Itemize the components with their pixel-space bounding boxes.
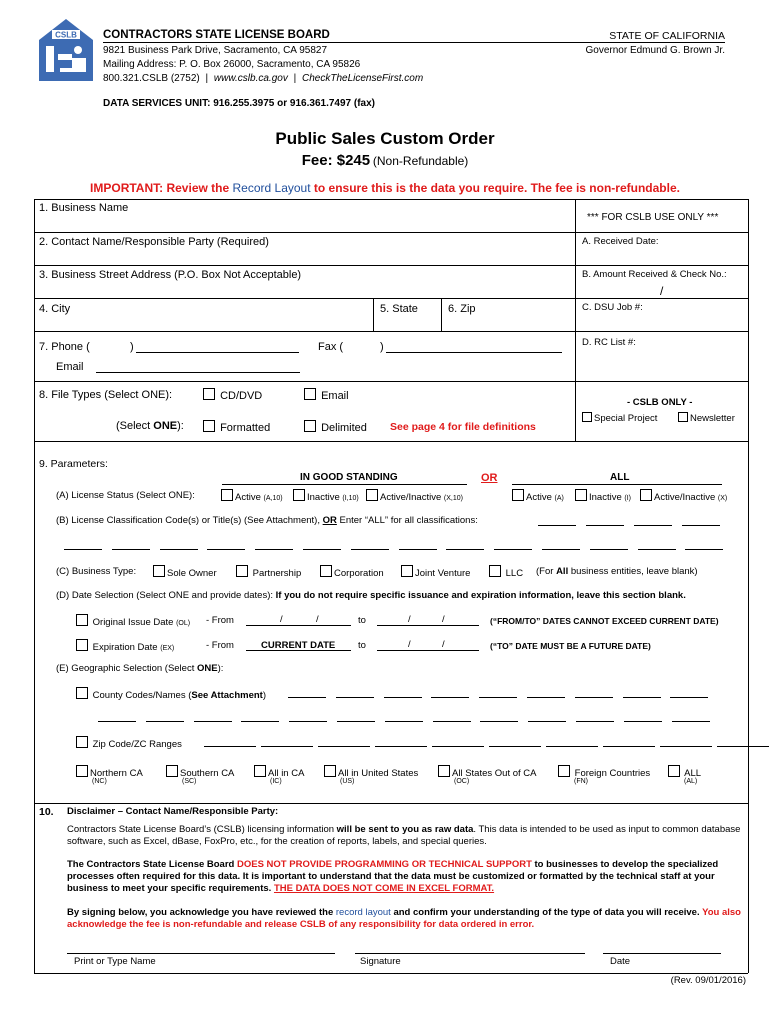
zip-range-input[interactable] [660,746,712,747]
county-input[interactable] [433,721,471,722]
checkbox-icon[interactable] [489,565,501,577]
disclaimer-para3: By signing below, you acknowledge you have reviewed the record layout and confirm your understanding of the type of data you will receive. You also acknowledge the fee is non-refundable and release CSLB of any responsibility for data ordered in error. [67,907,741,930]
county-input[interactable] [480,721,518,722]
business-name-label: 1. Business Name [39,202,129,214]
tagline-link[interactable]: CheckTheLicenseFirst.com [302,73,424,84]
date-slash: / [408,639,411,650]
county-input[interactable] [624,721,662,722]
cslb-logo-icon [38,18,94,82]
fee-label: Fee: $245 [301,152,371,169]
zip-range-input[interactable] [717,746,769,747]
zip-range-input[interactable] [432,746,484,747]
checkbox-icon[interactable] [76,736,88,748]
to-date-input[interactable] [377,650,479,651]
classification-input[interactable] [303,549,341,550]
row-divider [34,265,748,266]
street-input[interactable] [320,269,570,289]
special-project-option[interactable]: Special Project [582,412,657,424]
all-in-ca-option[interactable]: All in CA [254,765,304,779]
separator: | [205,73,209,84]
address-line2: Mailing Address: P. O. Box 26000, Sacramento, CA 95826 [103,59,361,70]
date-selection-label: (D) Date Selection (Select ONE and provide dates): If you do not require specific issuance and expiration information, leave this section blank. [56,590,686,601]
disclaimer-number: 10. [39,806,54,818]
county-input[interactable] [385,721,423,722]
zip-code-option[interactable]: Zip Code/ZC Ranges [76,736,182,750]
page-title: Public Sales Custom Order [275,129,495,148]
classification-input[interactable] [494,549,532,550]
amount-received-label: B. Amount Received & Check No.: [582,269,727,280]
disclaimer-title: Disclaimer – Contact Name/Responsible Party: [67,806,279,817]
sole-owner-option[interactable]: Sole Owner [153,565,217,579]
good-standing-rule [222,484,467,485]
county-input[interactable] [527,697,565,698]
classification-input[interactable] [638,549,676,550]
checkbox-icon[interactable] [153,565,165,577]
checkbox-icon[interactable] [438,765,450,777]
row-divider [34,441,748,442]
state-field-label: 5. State [380,303,418,315]
out-of-ca-option[interactable]: All States Out of CA [438,765,536,779]
email-input[interactable] [96,372,300,373]
checkbox-icon[interactable] [575,489,587,501]
date-slash: / [442,614,445,625]
classification-label: (B) License Classification Code(s) or Title(s) (See Attachment), OR Enter “ALL” for all classifications: [56,515,478,526]
email-option[interactable]: Email [304,388,349,402]
city-input[interactable] [90,303,370,323]
business-type-label: (C) Business Type: [56,566,137,577]
date-slash: / [408,614,411,625]
print-name-input[interactable] [67,953,335,954]
row-divider [34,331,748,332]
all-geo-code: (AL) [684,778,698,785]
original-issue-option[interactable]: Original Issue Date (OL) [76,614,190,628]
fee-note: (Non-Refundable) [372,154,469,168]
row-divider [34,232,575,233]
checkbox-icon[interactable] [582,412,592,422]
business-type-note: (For All business entities, leave blank) [536,566,698,577]
zip-range-input[interactable] [375,746,427,747]
ai-gs-option[interactable]: Active/Inactive (X,10) [366,489,463,503]
all-heading: ALL [610,472,630,483]
zip-range-input[interactable] [546,746,598,747]
checkbox-icon[interactable] [203,420,215,432]
date-slash: / [442,639,445,650]
zip-range-input[interactable] [603,746,655,747]
cslb-only-label: - CSLB ONLY - [627,397,693,408]
current-date-rule [246,650,351,651]
ai-all-option[interactable]: Active/Inactive (X) [640,489,727,503]
foreign-option[interactable]: Foreign Countries [558,765,650,779]
fax-input[interactable] [386,352,562,353]
record-layout-link[interactable]: record layout [335,907,391,918]
contact-label: 2. Contact Name/Responsible Party (Required) [39,236,269,248]
inactive-all-option[interactable]: Inactive (I) [575,489,631,503]
checkbox-icon[interactable] [320,565,332,577]
address-line1: 9821 Business Park Drive, Sacramento, CA 95827 [103,45,328,56]
all-rule [512,484,722,485]
checkbox-icon[interactable] [254,765,266,777]
county-input[interactable] [337,721,375,722]
future-note: (“TO” DATE MUST BE A FUTURE DATE) [490,641,651,651]
fax-label: Fax ( [318,341,344,353]
county-input[interactable] [528,721,566,722]
checkbox-icon[interactable] [401,565,413,577]
file-select-label: (Select ONE): [116,420,184,432]
city-label: 4. City [39,303,71,315]
cslb-rule [575,232,748,233]
southern-ca-code: (SC) [182,778,197,785]
county-input[interactable] [194,721,232,722]
southern-ca-option[interactable]: Southern CA [166,765,234,779]
classification-input[interactable] [542,549,580,550]
county-input[interactable] [623,697,661,698]
northern-ca-option[interactable]: Northern CA [76,765,143,779]
record-layout-link[interactable]: Record Layout [232,181,311,195]
checkbox-icon[interactable] [166,765,178,777]
signature-label: Signature [360,956,401,967]
to-date-input[interactable] [377,625,479,626]
county-input[interactable] [670,697,708,698]
expiration-option[interactable]: Expiration Date (EX) [76,639,174,653]
phone-label: 7. Phone ( [39,341,90,353]
form-right-border [748,199,749,973]
checkbox-icon[interactable] [304,388,316,400]
disclaimer-para1: Contractors State License Board’s (CSLB) licensing information will be sent to you as raw data. This data is intended to be used as input to common database software, such as Excel, dBase, FoxPro, etc., for the creation of reports, labels, and special queries. [67,824,741,847]
received-date-label: A. Received Date: [582,236,659,247]
rc-list-label: D. RC List #: [582,337,636,348]
county-input[interactable] [146,721,184,722]
classification-input[interactable] [255,549,293,550]
date-slash: / [280,614,283,625]
data-services-line: DATA SERVICES UNIT: 916.255.3975 or 916.361.7497 (fax) [103,98,375,109]
fax-close: ) [380,341,384,353]
contact-input[interactable] [285,236,570,256]
county-input[interactable] [336,697,374,698]
geographic-label: (E) Geographic Selection (Select ONE): [56,663,224,674]
cslb-column-divider [575,199,576,441]
county-input[interactable] [288,697,326,698]
email-label: Email [56,361,84,373]
phone-input[interactable] [136,352,299,353]
checkbox-icon[interactable] [324,765,336,777]
all-us-code: (US) [340,778,355,785]
cd-dvd-option[interactable]: CD/DVD [203,388,262,402]
amount-slash: / [660,284,664,298]
classification-input[interactable] [446,549,484,550]
classification-input[interactable] [538,525,576,526]
website-link[interactable]: www.cslb.ca.gov [213,73,288,84]
county-input[interactable] [289,721,327,722]
fromto-note: (“FROM/TO” DATES CANNOT EXCEED CURRENT DATE) [490,616,719,626]
all-us-option[interactable]: All in United States [324,765,418,779]
fee-line [0,152,770,169]
classification-input[interactable] [586,525,624,526]
zip-field-label: 6. Zip [448,303,476,315]
county-input[interactable] [384,697,422,698]
classification-input[interactable] [634,525,672,526]
county-input[interactable] [241,721,279,722]
checkbox-icon[interactable] [366,489,378,501]
classification-input[interactable] [351,549,389,550]
classification-input[interactable] [399,549,437,550]
good-standing-heading: IN GOOD STANDING [300,472,398,483]
or-label: OR [481,472,498,484]
important-notice [0,181,770,195]
cslb-use-title: *** FOR CSLB USE ONLY *** [587,212,719,223]
current-date-label: CURRENT DATE [261,640,336,651]
county-input[interactable] [672,721,710,722]
checkbox-icon[interactable] [512,489,524,501]
checkbox-icon[interactable] [236,565,248,577]
partnership-option[interactable]: Partnership [236,565,301,579]
out-of-ca-code: (OC) [454,778,470,785]
form-bottom-border [34,973,748,974]
signature-input[interactable] [355,953,585,954]
llc-option[interactable]: LLC [489,565,523,579]
svg-text:CSLB: CSLB [55,30,77,40]
classification-input[interactable] [207,549,245,550]
zip-range-input[interactable] [489,746,541,747]
county-input[interactable] [576,721,614,722]
classification-input[interactable] [112,549,150,550]
phone-close: ) [130,341,134,353]
business-name-input[interactable] [150,212,570,228]
from-label: - From [206,615,234,626]
checkbox-icon[interactable] [76,614,88,626]
classification-input[interactable] [682,525,720,526]
northern-ca-code: (NC) [92,778,107,785]
county-input[interactable] [575,697,613,698]
joint-venture-option[interactable]: Joint Venture [401,565,470,579]
file-types-label: 8. File Types (Select ONE): [39,389,173,401]
checkbox-icon[interactable] [221,489,233,501]
col-divider [373,298,374,331]
county-option[interactable]: County Codes/Names (See Attachment) [76,687,266,701]
dsu-job-label: C. DSU Job #: [582,302,643,313]
form-left-border [34,199,35,973]
all-in-ca-code: (IC) [270,778,282,785]
checkbox-icon[interactable] [558,765,570,777]
county-input[interactable] [98,721,136,722]
checkbox-icon[interactable] [678,412,688,422]
zip-range-input[interactable] [204,746,256,747]
county-input[interactable] [479,697,517,698]
form-top-border [34,199,748,200]
street-label: 3. Business Street Address (P.O. Box Not Acceptable) [39,269,302,281]
separator: | [293,73,297,84]
checkbox-icon[interactable] [293,489,305,501]
col-divider [441,298,442,331]
important-part1: IMPORTANT: Review the [90,181,230,195]
checkbox-icon[interactable] [203,388,215,400]
classification-input[interactable] [160,549,198,550]
date-label: Date [610,956,631,967]
corporation-option[interactable]: Corporation [320,565,384,579]
county-input[interactable] [431,697,469,698]
checkbox-icon[interactable] [76,687,88,699]
checkbox-icon[interactable] [304,420,316,432]
date-slash: / [316,614,319,625]
classification-input[interactable] [64,549,102,550]
zip-range-input[interactable] [318,746,370,747]
disclaimer-para2: The Contractors State License Board DOES NOT PROVIDE PROGRAMMING OR TECHNICAL SUPPORT to businesses to develop the specialized processes often required for this data. It is important to understand that the data must be customized or formatted by the technical staff at your business to meet your specific requirements. THE DATA DOES NOT COME IN EXCEL FORMAT. [67,859,719,894]
cslb-logo [38,18,94,82]
state-label: STATE OF CALIFORNIA [609,30,725,42]
license-status-label: (A) License Status (Select ONE): [56,490,195,501]
foreign-code: (FN) [574,778,588,785]
checkbox-icon[interactable] [668,765,680,777]
to-label: to [358,615,366,626]
row-divider [34,381,748,382]
inactive-gs-option[interactable]: Inactive (I,10) [293,489,359,503]
governor-label: Governor Edmund G. Brown Jr. [585,45,725,56]
delimited-option[interactable]: Delimited [304,420,367,434]
from-date-input[interactable] [246,625,351,626]
row-divider [34,298,748,299]
important-part2: to ensure this is the data you require. The fee is non-refundable. [313,181,680,195]
checkbox-icon[interactable] [76,765,88,777]
zip-range-input[interactable] [261,746,313,747]
print-name-label: Print or Type Name [74,956,156,967]
classification-input[interactable] [590,549,628,550]
row-divider [34,803,748,804]
phone-number: 800.321.CSLB (2752) [103,73,200,84]
parameters-label: 9. Parameters: [39,458,108,470]
active-gs-option[interactable]: Active (A,10) [221,489,283,503]
all-geo-option[interactable]: ALL [668,765,701,779]
checkbox-icon[interactable] [640,489,652,501]
newsletter-option[interactable]: Newsletter [678,412,735,424]
classification-input[interactable] [685,549,723,550]
from-label: - From [206,640,234,651]
contact-line [103,73,423,84]
revision-label: (Rev. 09/01/2016) [670,975,746,986]
date-input[interactable] [603,953,721,954]
active-all-option[interactable]: Active (A) [512,489,564,503]
see-page-note: See page 4 for file definitions [390,421,536,433]
to-label: to [358,640,366,651]
org-name: CONTRACTORS STATE LICENSE BOARD [103,29,330,41]
checkbox-icon[interactable] [76,639,88,651]
formatted-option[interactable]: Formatted [203,420,270,434]
header-rule [103,42,725,43]
